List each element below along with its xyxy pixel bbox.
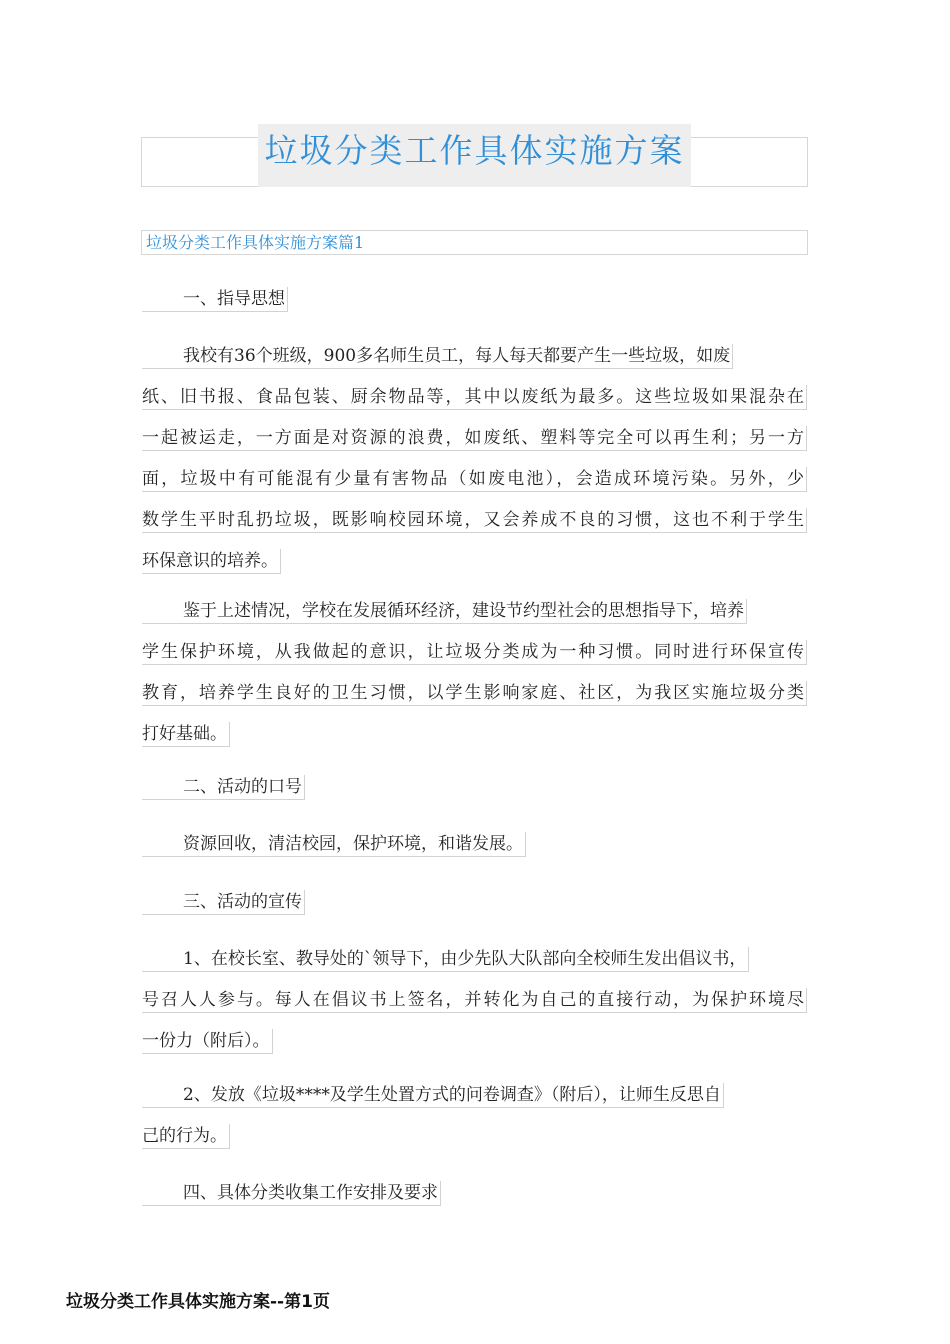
paragraph-line: 号召人人参与。每人在倡议书上签名，并转化为自己的直接行动，为保护环境尽 xyxy=(142,988,807,1013)
paragraph-2 xyxy=(142,599,807,763)
paragraph-3 xyxy=(142,947,807,1070)
paragraph-line: 教育，培养学生良好的卫生习惯，以学生影响家庭、社区，为我区实施垃圾分类 xyxy=(142,681,807,706)
section-heading-2 xyxy=(142,775,305,816)
section-heading-4 xyxy=(142,1181,441,1222)
section-heading-1 xyxy=(142,287,288,328)
paragraph-line: 学生保护环境，从我做起的意识，让垃圾分类成为一种习惯。同时进行环保宣传 xyxy=(142,640,807,665)
heading-text: 四、具体分类收集工作安排及要求 xyxy=(142,1181,441,1206)
section-heading-3 xyxy=(142,890,305,931)
paragraph-line: 资源回收，清洁校园，保护环境，和谐发展。 xyxy=(142,832,526,857)
paragraph-line: 鉴于上述情况，学校在发展循环经济，建设节约型社会的思想指导下，培养 xyxy=(142,599,747,624)
page-footer: 垃圾分类工作具体实施方案--第1页 xyxy=(66,1292,330,1312)
paragraph-line: 一份力（附后）。 xyxy=(142,1029,273,1054)
paragraph-line: 2、发放《垃圾****及学生处置方式的问卷调查》（附后），让师生反思自 xyxy=(142,1083,724,1108)
paragraph-line: 面，垃圾中有可能混有少量有害物品（如废电池），会造成环境污染。另外，少 xyxy=(142,467,807,492)
paragraph-4 xyxy=(142,1083,724,1165)
paragraph-line: 纸、旧书报、食品包装、厨余物品等，其中以废纸为最多。这些垃圾如果混杂在 xyxy=(142,385,807,410)
paragraph-line: 己的行为。 xyxy=(142,1124,230,1149)
slogan-paragraph xyxy=(142,832,526,873)
paragraph-1 xyxy=(142,344,807,590)
paragraph-line: 数学生平时乱扔垃圾，既影响校园环境，又会养成不良的习惯，这也不利于学生 xyxy=(142,508,807,533)
paragraph-line: 1、在校长室、教导处的`领导下，由少先队大队部向全校师生发出倡议书， xyxy=(142,947,749,972)
document-subtitle: 垃圾分类工作具体实施方案篇1 xyxy=(141,230,808,255)
document-title: 垃圾分类工作具体实施方案 xyxy=(258,124,691,187)
heading-text: 二、活动的口号 xyxy=(142,775,305,800)
heading-text: 三、活动的宣传 xyxy=(142,890,305,915)
paragraph-line: 一起被运走，一方面是对资源的浪费，如废纸、塑料等完全可以再生利；另一方 xyxy=(142,426,807,451)
paragraph-line: 打好基础。 xyxy=(142,722,230,747)
heading-text: 一、指导思想 xyxy=(142,287,288,312)
paragraph-line: 我校有36个班级，900多名师生员工，每人每天都要产生一些垃圾，如废 xyxy=(142,344,733,369)
paragraph-line: 环保意识的培养。 xyxy=(142,549,281,574)
